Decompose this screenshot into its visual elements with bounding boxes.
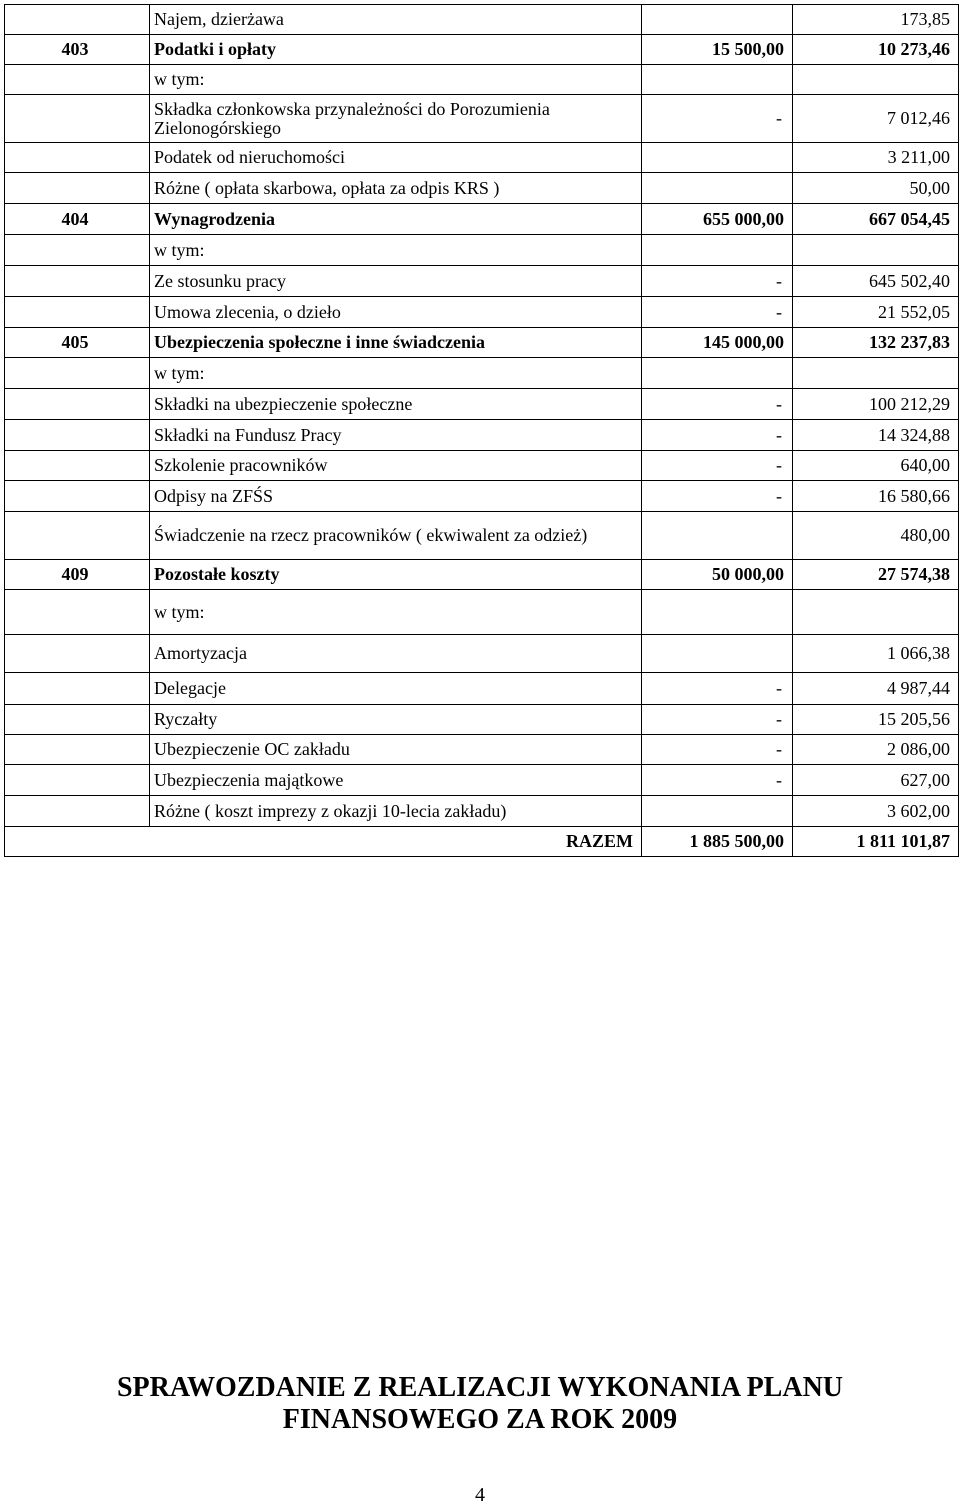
row-code [5, 5, 150, 35]
row-plan: 655 000,00 [642, 204, 793, 235]
table-row [5, 266, 959, 297]
row-description: Szkolenie pracowników [150, 451, 642, 481]
row-plan: - [642, 297, 793, 328]
row-plan [642, 235, 793, 266]
row-description: Świadczenie na rzecz pracowników ( ekwiwalent za odzież) [150, 512, 642, 560]
row-execution: 50,00 [793, 173, 959, 204]
table-row-section [5, 328, 959, 358]
row-code: 409 [5, 560, 150, 590]
row-code [5, 266, 150, 297]
row-code [5, 420, 150, 451]
row-execution [793, 65, 959, 95]
row-description: Umowa zlecenia, o dzieło [150, 297, 642, 328]
row-plan [642, 173, 793, 204]
table-row [5, 235, 959, 266]
row-execution [793, 235, 959, 266]
row-description: Składki na Fundusz Pracy [150, 420, 642, 451]
row-description: Podatek od nieruchomości [150, 143, 642, 173]
row-code [5, 65, 150, 95]
row-execution: 16 580,66 [793, 481, 959, 512]
total-row [5, 827, 959, 857]
row-plan [642, 143, 793, 173]
row-plan: 50 000,00 [642, 560, 793, 590]
total-label: RAZEM [5, 827, 642, 857]
row-plan: - [642, 673, 793, 705]
row-execution: 667 054,45 [793, 204, 959, 235]
table-row [5, 590, 959, 635]
financial-table-body [5, 5, 959, 857]
row-execution [793, 590, 959, 635]
table-row [5, 420, 959, 451]
table-row [5, 635, 959, 673]
row-execution: 132 237,83 [793, 328, 959, 358]
row-description: Składka członkowska przynależności do Porozumienia Zielonogórskiego [150, 95, 642, 143]
row-plan [642, 796, 793, 827]
table-row-section [5, 204, 959, 235]
row-code [5, 235, 150, 266]
row-description: Ubezpieczenia społeczne i inne świadczenia [150, 328, 642, 358]
row-code [5, 673, 150, 705]
total-exec: 1 811 101,87 [793, 827, 959, 857]
row-execution: 21 552,05 [793, 297, 959, 328]
page-number: 4 [475, 1484, 485, 1506]
row-plan: 145 000,00 [642, 328, 793, 358]
row-description: w tym: [150, 65, 642, 95]
table-row-section [5, 35, 959, 65]
row-description: Delegacje [150, 673, 642, 705]
row-plan [642, 590, 793, 635]
row-execution: 627,00 [793, 765, 959, 796]
table-row [5, 358, 959, 389]
row-description: Ubezpieczenie OC zakładu [150, 735, 642, 765]
row-plan: - [642, 705, 793, 735]
row-description: Odpisy na ZFŚS [150, 481, 642, 512]
table-row [5, 5, 959, 35]
row-description: Różne ( koszt imprezy z okazji 10-lecia zakładu) [150, 796, 642, 827]
row-description: Ubezpieczenia majątkowe [150, 765, 642, 796]
row-plan: - [642, 266, 793, 297]
row-code [5, 297, 150, 328]
table-row [5, 143, 959, 173]
report-heading-line-2: FINANSOWEGO ZA ROK 2009 [282, 1404, 678, 1435]
row-code [5, 590, 150, 635]
row-plan: 15 500,00 [642, 35, 793, 65]
row-code [5, 512, 150, 560]
row-execution: 27 574,38 [793, 560, 959, 590]
row-description: Najem, dzierżawa [150, 5, 642, 35]
row-description: Ryczałty [150, 705, 642, 735]
table-row [5, 765, 959, 796]
row-description: Amortyzacja [150, 635, 642, 673]
table-row [5, 796, 959, 827]
row-code [5, 95, 150, 143]
row-plan: - [642, 735, 793, 765]
row-plan: - [642, 451, 793, 481]
report-heading [0, 1372, 960, 1436]
report-heading-line-1: SPRAWOZDANIE Z REALIZACJI WYKONANIA PLANU [116, 1372, 844, 1403]
row-plan [642, 65, 793, 95]
row-description: w tym: [150, 358, 642, 389]
row-execution: 640,00 [793, 451, 959, 481]
row-code [5, 358, 150, 389]
table-row [5, 451, 959, 481]
total-plan: 1 885 500,00 [642, 827, 793, 857]
row-description: Podatki i opłaty [150, 35, 642, 65]
row-code [5, 143, 150, 173]
table-row [5, 735, 959, 765]
table-row [5, 95, 959, 143]
row-code [5, 735, 150, 765]
row-execution: 10 273,46 [793, 35, 959, 65]
row-code [5, 796, 150, 827]
row-execution: 100 212,29 [793, 389, 959, 420]
row-execution: 645 502,40 [793, 266, 959, 297]
row-execution: 15 205,56 [793, 705, 959, 735]
row-code [5, 173, 150, 204]
row-plan [642, 358, 793, 389]
table-row [5, 65, 959, 95]
table-row [5, 673, 959, 705]
row-description: Różne ( opłata skarbowa, opłata za odpis KRS ) [150, 173, 642, 204]
row-description: w tym: [150, 235, 642, 266]
row-execution: 173,85 [793, 5, 959, 35]
row-code [5, 705, 150, 735]
table-row [5, 705, 959, 735]
row-execution [793, 358, 959, 389]
row-code: 405 [5, 328, 150, 358]
row-execution: 480,00 [793, 512, 959, 560]
row-plan: - [642, 481, 793, 512]
row-execution: 14 324,88 [793, 420, 959, 451]
row-code [5, 635, 150, 673]
row-execution: 1 066,38 [793, 635, 959, 673]
row-execution: 3 602,00 [793, 796, 959, 827]
row-code [5, 765, 150, 796]
table-row [5, 389, 959, 420]
row-code [5, 389, 150, 420]
table-row [5, 297, 959, 328]
row-plan [642, 512, 793, 560]
row-description: Składki na ubezpieczenie społeczne [150, 389, 642, 420]
row-plan: - [642, 765, 793, 796]
row-description: Pozostałe koszty [150, 560, 642, 590]
row-code: 404 [5, 204, 150, 235]
row-execution: 4 987,44 [793, 673, 959, 705]
row-plan [642, 635, 793, 673]
row-plan: - [642, 95, 793, 143]
row-description: Wynagrodzenia [150, 204, 642, 235]
row-plan: - [642, 389, 793, 420]
table-row [5, 512, 959, 560]
row-code [5, 451, 150, 481]
financial-table [4, 4, 959, 857]
row-plan [642, 5, 793, 35]
row-execution: 7 012,46 [793, 95, 959, 143]
row-description: w tym: [150, 590, 642, 635]
table-row-section [5, 560, 959, 590]
row-code [5, 481, 150, 512]
table-row [5, 173, 959, 204]
row-description: Ze stosunku pracy [150, 266, 642, 297]
row-execution: 3 211,00 [793, 143, 959, 173]
row-plan: - [642, 420, 793, 451]
row-execution: 2 086,00 [793, 735, 959, 765]
row-code: 403 [5, 35, 150, 65]
table-row [5, 481, 959, 512]
